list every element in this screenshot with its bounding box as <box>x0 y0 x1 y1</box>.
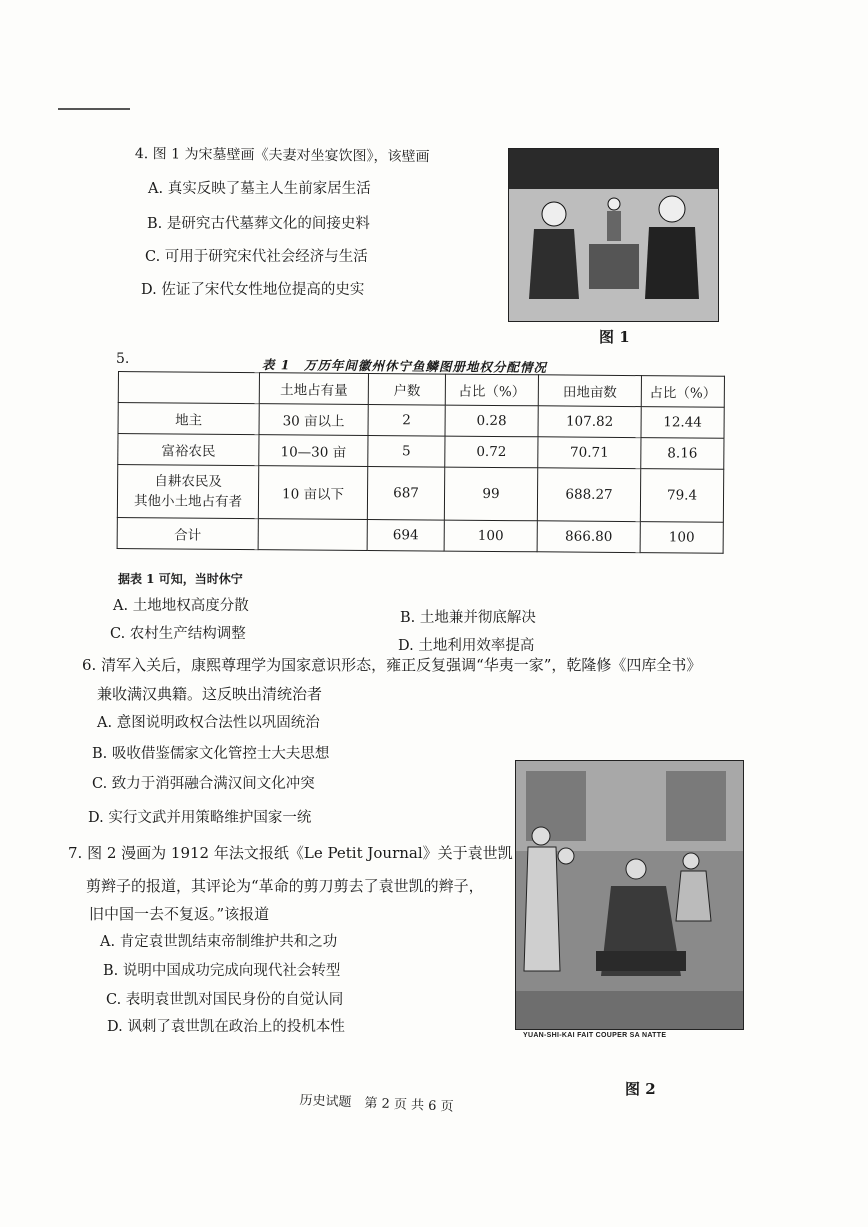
table-cell: 10 亩以下 <box>258 466 367 520</box>
q7-option-b: B. 说明中国成功完成向现代社会转型 <box>103 963 341 979</box>
q7-option-d: D. 讽刺了袁世凯在政治上的投机本性 <box>107 1019 345 1035</box>
table-cell: 5 <box>368 435 445 467</box>
table-cell: 100 <box>444 520 537 552</box>
q4-option-b: B. 是研究古代墓葬文化的间接史料 <box>147 216 370 232</box>
q7-stem-line-2: 剪辫子的报道，其评论为“革命的剪刀剪去了袁世凯的辫子， <box>86 877 484 895</box>
table-header-cell: 田地亩数 <box>538 375 641 407</box>
table-cell: 866.80 <box>537 521 640 553</box>
q6-option-b: B. 吸收借鉴儒家文化管控士大夫思想 <box>92 746 330 762</box>
table-cell: 2 <box>368 404 445 436</box>
table-cell: 0.28 <box>445 405 538 437</box>
table-header-cell: 占比（%） <box>641 376 724 408</box>
q7-stem-line-3: 旧中国一去不复返。”该报道 <box>89 905 270 923</box>
q6-stem-line-1: 6. 清军入关后，康熙尊理学为国家意识形态，雍正反复强调“华夷一家”，乾隆修《四库全书》 <box>82 656 702 674</box>
q4-stem: 4. 图 1 为宋墓壁画《夫妻对坐宴饮图》，该壁画 <box>134 145 430 166</box>
table-1-title: 表 1 万历年间徽州休宁鱼鳞图册地权分配情况 <box>261 356 548 375</box>
table-cell: 富裕农民 <box>118 434 259 466</box>
q5-option-c: C. 农村生产结构调整 <box>110 626 246 642</box>
q7-option-c: C. 表明袁世凯对国民身份的自觉认同 <box>106 992 344 1008</box>
table-header-cell: 土地占有量 <box>259 373 368 405</box>
table-cell: 合计 <box>117 517 258 549</box>
land-distribution-table <box>117 371 725 554</box>
table-cell: 70.71 <box>538 437 641 469</box>
table-cell: 30 亩以上 <box>259 404 368 436</box>
figure-2-caption: 图 2 <box>625 1080 656 1098</box>
q4-option-a: A. 真实反映了墓主人生前家居生活 <box>148 181 371 197</box>
table-cell: 0.72 <box>445 436 538 468</box>
top-rule <box>58 108 130 110</box>
figure-1-caption: 图 1 <box>599 328 630 346</box>
table-cell: 99 <box>444 467 537 521</box>
q7-option-a: A. 肯定袁世凯结束帝制维护共和之功 <box>100 934 338 950</box>
q6-stem-line-2: 兼收满汉典籍。这反映出清统治者 <box>97 685 323 703</box>
table-cell: 687 <box>367 466 444 520</box>
figure-2-inner-caption: YUAN-SHI-KAI FAIT COUPER SA NATTE <box>523 1032 667 1039</box>
table-header-cell: 户数 <box>368 373 445 405</box>
table-cell: 地主 <box>118 403 259 435</box>
q5-option-b: B. 土地兼并彻底解决 <box>400 610 536 626</box>
table-cell: 79.4 <box>640 469 723 523</box>
table-row <box>118 434 724 470</box>
figure-2-cartoon-image <box>515 760 744 1030</box>
page-footer: 历史试题 第 2 页 共 6 页 <box>299 1092 454 1115</box>
table-cell: 12.44 <box>641 407 724 439</box>
table-header-cell <box>118 372 259 404</box>
table-cell: 10—30 亩 <box>259 435 368 467</box>
q5-option-d: D. 土地利用效率提高 <box>398 638 535 654</box>
figure-1-mural-image <box>508 148 719 322</box>
table-cell: 688.27 <box>537 468 640 522</box>
q5-option-a: A. 土地地权高度分散 <box>113 598 249 614</box>
table-header-row <box>118 372 724 408</box>
q6-option-a: A. 意图说明政权合法性以巩固统治 <box>97 715 320 731</box>
q4-option-c: C. 可用于研究宋代社会经济与生活 <box>145 249 368 265</box>
table-header-cell: 占比（%） <box>445 374 538 406</box>
q6-option-c: C. 致力于消弭融合满汉间文化冲突 <box>92 776 315 792</box>
q5-number: 5. <box>116 351 130 367</box>
table-cell: 自耕农民及 其他小土地占有者 <box>117 465 258 519</box>
table-cell: 8.16 <box>641 438 724 470</box>
q7-stem-line-1: 7. 图 2 漫画为 1912 年法文报纸《Le Petit Journal》关于袁世凯 <box>68 844 513 862</box>
q4-option-d: D. 佐证了宋代女性地位提高的史实 <box>141 282 365 298</box>
table-cell: 100 <box>640 522 723 554</box>
table-cell: 694 <box>367 519 444 551</box>
q5-stem: 据表 1 可知，当时休宁 <box>118 572 243 586</box>
table-cell: 107.82 <box>538 406 641 438</box>
table-row <box>117 465 723 523</box>
table-cell <box>258 519 367 551</box>
table-row <box>117 517 723 553</box>
table-row <box>118 403 724 439</box>
q6-option-d: D. 实行文武并用策略维护国家一统 <box>88 810 312 826</box>
